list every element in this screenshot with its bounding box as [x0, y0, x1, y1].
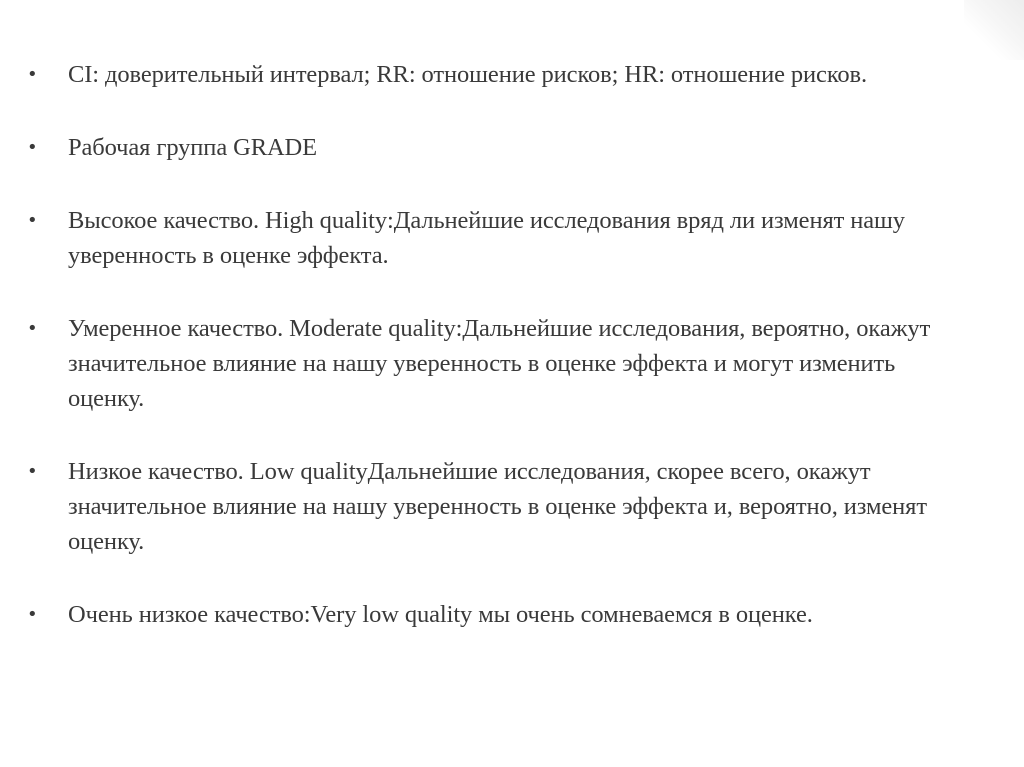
bullet-icon: • — [27, 461, 38, 482]
bullet-list — [27, 57, 977, 670]
bullet-item-high-quality — [27, 203, 977, 273]
bullet-item-low-quality — [27, 454, 977, 559]
bullet-item-grade — [27, 130, 977, 165]
bullet-item-very-low-quality — [27, 597, 977, 632]
page-corner-shadow — [964, 0, 1024, 60]
bullet-text: Умеренное качество. Moderate quality:Дальнейшие исследования, вероятно, окажут значительное влияние на нашу уверенность в оценке эффекта и могут изменить оценку. — [68, 315, 931, 412]
bullet-item-abbreviations — [27, 57, 977, 92]
bullet-icon: • — [27, 137, 38, 158]
bullet-icon: • — [27, 210, 38, 231]
bullet-text: Низкое качество. Low qualityДальнейшие исследования, скорее всего, окажут значительное влияние на нашу уверенность в оценке эффекта и, вероятно, изменят оценку. — [68, 458, 927, 555]
bullet-icon: • — [27, 604, 38, 625]
bullet-text: Очень низкое качество:Very low quality мы очень сомневаемся в оценке. — [68, 601, 813, 628]
bullet-icon: • — [27, 318, 38, 339]
bullet-text: Рабочая группа GRADE — [68, 134, 318, 161]
bullet-icon: • — [27, 64, 38, 85]
bullet-item-moderate-quality — [27, 311, 977, 416]
bullet-text: CI: доверительный интервал; RR: отношение рисков; HR: отношение рисков. — [68, 61, 868, 88]
bullet-text: Высокое качество. High quality:Дальнейшие исследования вряд ли изменят нашу уверенность в оценке эффекта. — [68, 207, 905, 269]
